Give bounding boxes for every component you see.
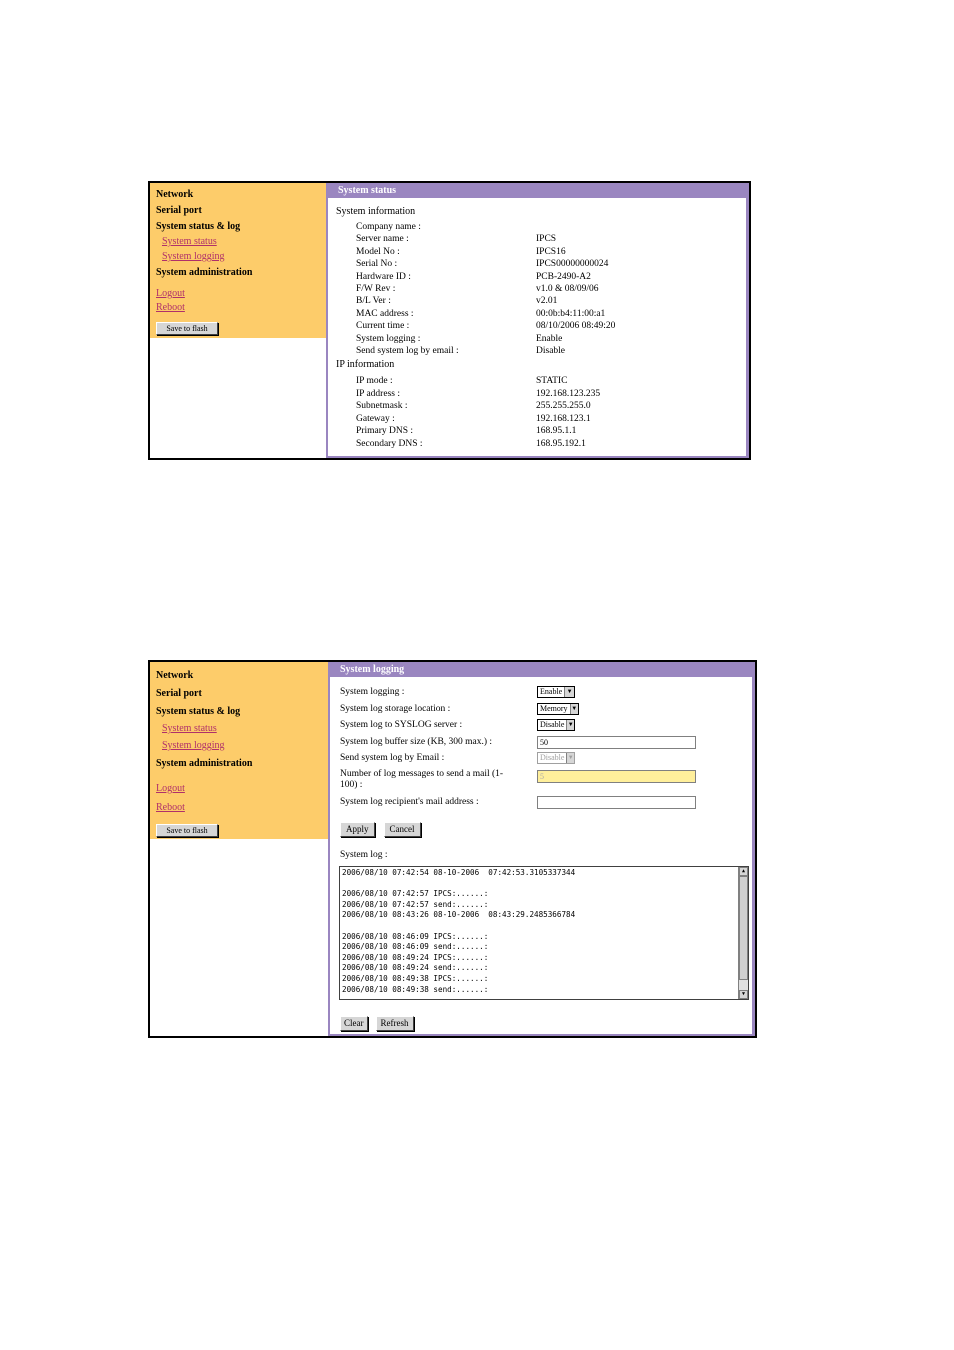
cancel-button[interactable]: Cancel bbox=[384, 822, 421, 837]
info-value: v2.01 bbox=[536, 296, 558, 307]
syslog-server-selected: Disable bbox=[540, 720, 565, 729]
log-line: 2006/08/10 08:49:38 send:......: bbox=[342, 984, 489, 994]
info-row bbox=[336, 295, 746, 307]
info-label: Secondary DNS : bbox=[356, 438, 423, 449]
log-line: 2006/08/10 08:49:38 IPCS:......: bbox=[342, 973, 489, 983]
info-value: 255.255.255.0 bbox=[536, 401, 591, 412]
info-row bbox=[336, 425, 746, 437]
num-messages-row bbox=[330, 769, 752, 796]
info-row bbox=[336, 308, 746, 320]
info-row bbox=[336, 345, 746, 357]
info-label: System logging : bbox=[356, 333, 421, 344]
refresh-button[interactable]: Refresh bbox=[376, 1016, 414, 1031]
info-value: 192.168.123.1 bbox=[536, 413, 591, 424]
info-value: IPCS00000000024 bbox=[536, 259, 609, 270]
chevron-down-icon: ▼ bbox=[571, 705, 578, 712]
info-value: PCB-2490-A2 bbox=[536, 271, 591, 282]
info-value bbox=[536, 221, 746, 233]
info-row bbox=[336, 221, 746, 233]
storage-location-selected: Memory bbox=[540, 703, 568, 713]
info-row bbox=[336, 271, 746, 283]
send-email-select[interactable] bbox=[537, 752, 575, 764]
info-label: IP mode : bbox=[356, 376, 393, 387]
info-label: Hardware ID : bbox=[356, 271, 411, 282]
log-line: 2006/08/10 07:42:57 send:......: bbox=[342, 899, 489, 909]
log-line: 2006/08/10 08:43:26 08-10-2006 08:43:29.2485366784 bbox=[342, 910, 576, 920]
info-value: IPCS bbox=[536, 234, 557, 245]
ip-information-list bbox=[336, 375, 746, 449]
chevron-down-icon: ▼ bbox=[567, 722, 574, 728]
info-label: B/L Ver : bbox=[356, 296, 391, 307]
info-row bbox=[336, 233, 746, 245]
log-line: 2006/08/10 08:46:09 send:......: bbox=[342, 942, 489, 952]
info-value: IPCS16 bbox=[536, 246, 566, 257]
recipient-row bbox=[330, 796, 752, 813]
nav-serial-port[interactable]: Serial port bbox=[156, 205, 202, 216]
info-label: Serial No : bbox=[356, 259, 398, 270]
info-row bbox=[336, 320, 746, 332]
recipient-input[interactable] bbox=[537, 796, 696, 809]
nav-network[interactable]: Network bbox=[156, 189, 194, 200]
info-row bbox=[336, 388, 746, 400]
info-label: Primary DNS : bbox=[356, 426, 413, 437]
system-status-screenshot bbox=[148, 181, 751, 460]
nav-reboot[interactable]: Reboot bbox=[156, 802, 185, 813]
send-email-selected: Disable bbox=[540, 753, 565, 762]
nav-system-status-log[interactable]: System status & log bbox=[156, 221, 241, 232]
scroll-up-icon[interactable]: ▲ bbox=[739, 867, 748, 876]
info-row bbox=[336, 246, 746, 258]
clear-button[interactable]: Clear bbox=[340, 1016, 368, 1031]
storage-location-select[interactable] bbox=[537, 703, 579, 715]
info-value: v1.0 & 08/09/06 bbox=[536, 284, 599, 295]
sidebar bbox=[150, 183, 327, 338]
info-label: Send system log by email : bbox=[356, 346, 459, 357]
nav-system-administration[interactable]: System administration bbox=[156, 758, 253, 769]
info-label: Model No : bbox=[356, 246, 400, 257]
main-panel bbox=[328, 662, 755, 1036]
buffer-size-label: System log buffer size (KB, 300 max.) : bbox=[340, 736, 493, 747]
num-messages-label: Number of log messages to send a mail (1-100) : bbox=[340, 768, 504, 790]
system-log-label: System log : bbox=[340, 850, 388, 860]
info-label: Current time : bbox=[356, 321, 410, 332]
system-log-textarea[interactable] bbox=[339, 866, 749, 1000]
send-email-label: Send system log by Email : bbox=[340, 753, 445, 763]
nav-system-status-log[interactable]: System status & log bbox=[156, 706, 241, 717]
info-value: 08/10/2006 08:49:20 bbox=[536, 321, 616, 332]
system-log-content bbox=[340, 867, 748, 996]
log-line: 2006/08/10 07:42:57 IPCS:......: bbox=[342, 889, 489, 899]
info-label: Subnetmask : bbox=[356, 401, 408, 412]
nav-reboot[interactable]: Reboot bbox=[156, 302, 185, 313]
log-line: 2006/08/10 08:49:24 send:......: bbox=[342, 963, 489, 973]
info-label: Gateway : bbox=[356, 413, 395, 424]
info-label: MAC address : bbox=[356, 308, 414, 319]
nav-logout[interactable]: Logout bbox=[156, 288, 185, 299]
log-scrollbar[interactable] bbox=[738, 867, 748, 999]
syslog-server-label: System log to SYSLOG server : bbox=[340, 720, 463, 730]
page-title: System logging bbox=[330, 662, 752, 677]
buffer-size-row bbox=[330, 736, 752, 753]
page-title: System status bbox=[328, 183, 746, 198]
nav-system-logging[interactable]: System logging bbox=[162, 740, 225, 751]
log-line: 2006/08/10 07:42:54 08-10-2006 07:42:53.3105337344 bbox=[342, 868, 576, 877]
info-value: 168.95.192.1 bbox=[536, 438, 586, 449]
save-to-flash-button[interactable]: Save to flash bbox=[156, 824, 218, 837]
system-information-heading: System information bbox=[336, 206, 416, 217]
info-row bbox=[336, 438, 746, 450]
system-logging-screenshot bbox=[148, 660, 757, 1038]
info-value: 192.168.123.235 bbox=[536, 388, 601, 399]
nav-logout[interactable]: Logout bbox=[156, 783, 185, 794]
syslog-server-row bbox=[330, 719, 752, 736]
info-row bbox=[336, 258, 746, 270]
apply-button[interactable]: Apply bbox=[340, 822, 375, 837]
info-value: 00:0b:b4:11:00:a1 bbox=[536, 308, 606, 319]
nav-system-status[interactable]: System status bbox=[162, 723, 217, 734]
info-row bbox=[336, 413, 746, 425]
info-label: Server name : bbox=[356, 234, 409, 245]
system-logging-select[interactable] bbox=[537, 686, 575, 698]
scroll-thumb[interactable] bbox=[739, 876, 748, 980]
info-row bbox=[336, 375, 746, 387]
save-to-flash-button[interactable]: Save to flash bbox=[156, 322, 218, 335]
log-line: 2006/08/10 08:49:24 IPCS:......: bbox=[342, 952, 489, 962]
nav-system-status[interactable]: System status bbox=[162, 236, 217, 247]
log-line bbox=[342, 921, 746, 932]
syslog-server-select[interactable] bbox=[537, 719, 575, 731]
recipient-label: System log recipient's mail address : bbox=[340, 796, 479, 807]
send-email-row bbox=[330, 752, 752, 769]
log-line: 2006/08/10 08:46:09 IPCS:......: bbox=[342, 931, 489, 941]
system-information-list bbox=[336, 221, 746, 357]
nav-network[interactable]: Network bbox=[156, 670, 194, 681]
info-row bbox=[336, 283, 746, 295]
info-label: IP address : bbox=[356, 388, 400, 399]
system-logging-row bbox=[330, 686, 752, 703]
info-label: Company name : bbox=[356, 222, 421, 232]
buffer-size-input[interactable]: 50 bbox=[537, 736, 696, 749]
nav-serial-port[interactable]: Serial port bbox=[156, 688, 202, 699]
main-panel bbox=[326, 183, 749, 458]
sidebar bbox=[150, 662, 329, 839]
info-value: STATIC bbox=[536, 376, 568, 387]
info-row bbox=[336, 333, 746, 345]
num-messages-input[interactable]: 5 bbox=[537, 770, 696, 783]
chevron-down-icon: ▼ bbox=[567, 755, 574, 761]
scroll-down-icon[interactable]: ▼ bbox=[739, 990, 748, 999]
system-logging-selected: Enable bbox=[540, 687, 563, 696]
log-line bbox=[342, 879, 746, 890]
storage-location-label: System log storage location : bbox=[340, 703, 451, 714]
ip-information-heading: IP information bbox=[336, 359, 395, 371]
storage-location-row bbox=[330, 703, 752, 720]
nav-system-administration[interactable]: System administration bbox=[156, 267, 253, 278]
info-value: Disable bbox=[536, 346, 566, 357]
info-value: Enable bbox=[536, 333, 563, 344]
chevron-down-icon: ▼ bbox=[564, 687, 574, 697]
system-logging-label: System logging : bbox=[340, 687, 405, 697]
info-label: F/W Rev : bbox=[356, 284, 396, 295]
nav-system-logging[interactable]: System logging bbox=[162, 251, 225, 262]
info-value: 168.95.1.1 bbox=[536, 426, 577, 437]
info-row bbox=[336, 400, 746, 412]
